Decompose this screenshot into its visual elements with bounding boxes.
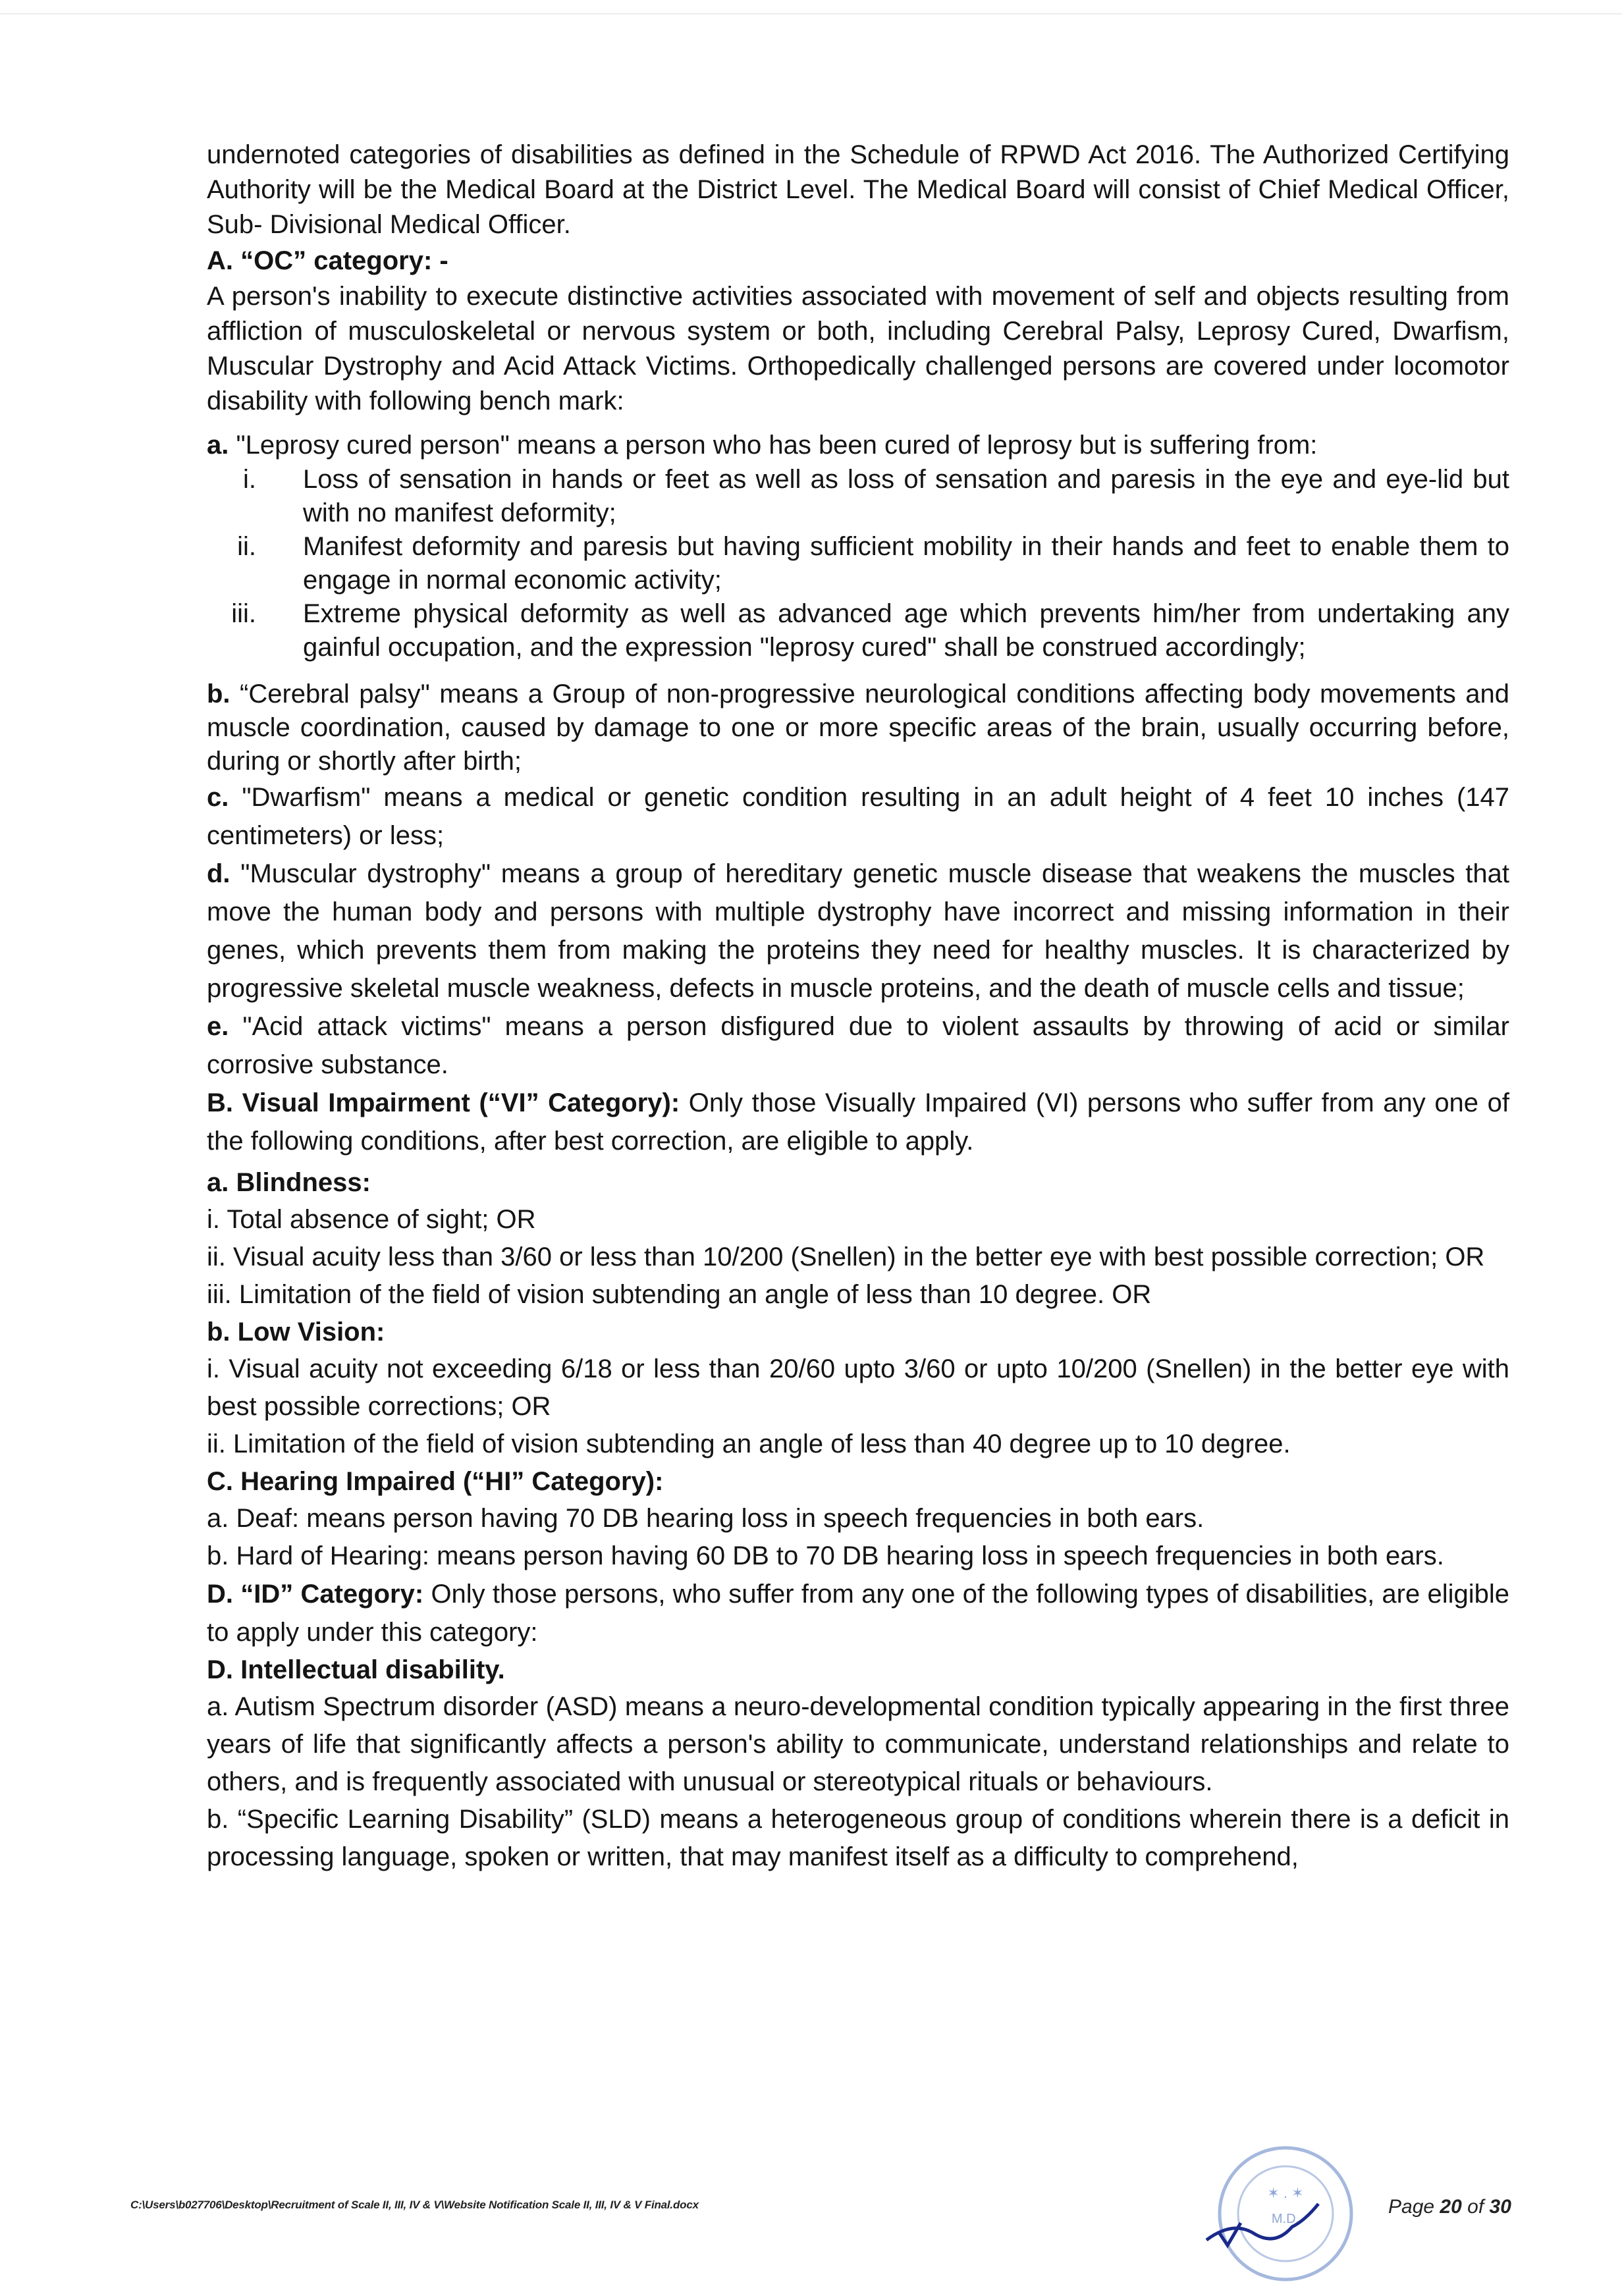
hi-heading: C. Hearing Impaired (“HI” Category): bbox=[207, 1467, 664, 1496]
intro-paragraph: undernoted categories of disabilities as defined in the Schedule of RPWD Act 2016. The Authorized Certifying Authority will be the Medical Board at the District Level. The Medical Board will consist of Chief Medical Officer, Sub- Divisional Medical Officer. bbox=[207, 140, 1509, 239]
acid-attack-label: e. bbox=[207, 1012, 229, 1041]
leprosy-text: "Leprosy cured person" means a person who has been cured of leprosy but is suffering from: bbox=[236, 431, 1318, 460]
document-body bbox=[207, 138, 1509, 1876]
page-number bbox=[1388, 2196, 1511, 2218]
list-text: Extreme physical deformity as well as advanced age which prevents him/her from undertaking any gainful occupation, and the expression "leprosy cured" shall be construed accordingly; bbox=[303, 599, 1509, 662]
footer-file-path: C:\Users\b027706\Desktop\Recruitment of Scale II, III, IV & V\Website Notification Scale II, III, IV & V Final.docx bbox=[130, 2199, 699, 2211]
svg-text:✶ . ✶: ✶ . ✶ bbox=[1267, 2185, 1304, 2201]
list-number: ii. bbox=[237, 532, 256, 561]
muscular-dystrophy-label: d. bbox=[207, 859, 230, 888]
id-paragraph bbox=[207, 1575, 1509, 1651]
intellectual-heading: D. Intellectual disability. bbox=[207, 1655, 505, 1684]
bank-seal-stamp-icon bbox=[1193, 2141, 1378, 2293]
cerebral-palsy-text: “Cerebral palsy" means a Group of non-progressive neurological conditions affecting body movements and muscle coordination, caused by damage to one or more specific areas of the brain, usually occurring before, during or shortly after birth; bbox=[207, 680, 1509, 776]
page-current: 20 bbox=[1440, 2196, 1462, 2218]
list-number: i. bbox=[243, 465, 256, 494]
leprosy-list bbox=[207, 463, 1509, 664]
list-text: Loss of sensation in hands or feet as well as loss of sensation and paresis in the eye and eye-lid but with no manifest deformity; bbox=[303, 465, 1509, 527]
leprosy-paragraph bbox=[207, 428, 1509, 463]
acid-attack-text: "Acid attack victims" means a person disfigured due to violent assaults by throwing of acid or similar corrosive substance. bbox=[207, 1012, 1509, 1079]
id-heading: D. “ID” Category: bbox=[207, 1580, 424, 1609]
page-of: of bbox=[1467, 2196, 1484, 2218]
low-vision-item: i. Visual acuity not exceeding 6/18 or less than 20/60 upto 3/60 or upto 10/200 (Snellen) in the better eye with best possible corrections; OR bbox=[207, 1354, 1509, 1421]
vi-heading: B. Visual Impairment (“VI” Category): bbox=[207, 1088, 680, 1117]
cerebral-palsy-label: b. bbox=[207, 680, 230, 708]
dwarfism-label: c. bbox=[207, 783, 229, 812]
id-text: Only those persons, who suffer from any one of the following types of disabilities, are eligible to apply under this category: bbox=[207, 1580, 1510, 1647]
blindness-heading: a. Blindness: bbox=[207, 1168, 371, 1197]
vi-text: Only those Visually Impaired (VI) persons who suffer from any one of the following conditions, after best correction, are eligible to apply. bbox=[207, 1088, 1509, 1156]
list-item bbox=[207, 597, 1509, 664]
oc-paragraph: A person's inability to execute distinctive activities associated with movement of self and objects resulting from affliction of musculoskeletal or nervous system or both, including Cerebral Palsy, Leprosy Cured, Dwarfism, Muscular Dystrophy and Acid Attack Victims. Orthopedically challenged persons are covered under locomotor disability with following bench mark: bbox=[207, 282, 1509, 415]
oc-heading: A. “OC” category: - bbox=[207, 246, 448, 275]
dwarfism-text: "Dwarfism" means a medical or genetic condition resulting in an adult height of 4 feet 10 inches (147 centimeters) or less; bbox=[207, 783, 1510, 850]
page-prefix: Page bbox=[1388, 2196, 1435, 2218]
blindness-item: iii. Limitation of the field of vision subtending an angle of less than 10 degree. OR bbox=[207, 1280, 1152, 1309]
list-text: Manifest deformity and paresis but having sufficient mobility in their hands and feet to enable them to engage in normal economic activity; bbox=[303, 532, 1509, 595]
scan-edge-line bbox=[0, 13, 1622, 14]
autism-paragraph: a. Autism Spectrum disorder (ASD) means a neuro-developmental condition typically appearing in the first three years of life that significantly affects a person's ability to communicate, understand relationships and relate to others, and is frequently associated with unusual or stereotypical rituals or behaviours. bbox=[207, 1692, 1509, 1796]
hi-item: a. Deaf: means person having 70 DB hearing loss in speech frequencies in both ears. bbox=[207, 1504, 1204, 1533]
blindness-item: ii. Visual acuity less than 3/60 or less than 10/200 (Snellen) in the better eye with best possible correction; OR bbox=[207, 1242, 1485, 1271]
svg-text:M.D.: M.D. bbox=[1271, 2212, 1300, 2226]
vi-paragraph bbox=[207, 1084, 1509, 1160]
hi-item: b. Hard of Hearing: means person having 60 DB to 70 DB hearing loss in speech frequencies in both ears. bbox=[207, 1541, 1444, 1570]
list-item bbox=[207, 530, 1509, 597]
muscular-dystrophy-paragraph bbox=[207, 855, 1509, 1007]
muscular-dystrophy-text: "Muscular dystrophy" means a group of hereditary genetic muscle disease that weakens the muscles that move the human body and persons with multiple dystrophy have incorrect and missing information in their genes, which prevents them from making the proteins they need for healthy muscles. It is characterized by progressive skeletal muscle weakness, defects in muscle proteins, and the death of muscle cells and tissue; bbox=[207, 859, 1509, 1003]
dwarfism-paragraph bbox=[207, 778, 1509, 855]
list-item bbox=[207, 463, 1509, 530]
cerebral-palsy-paragraph bbox=[207, 678, 1509, 778]
low-vision-item: ii. Limitation of the field of vision subtending an angle of less than 40 degree up to 10 degree. bbox=[207, 1429, 1291, 1458]
page-total: 30 bbox=[1489, 2196, 1511, 2218]
blindness-item: i. Total absence of sight; OR bbox=[207, 1205, 536, 1234]
sld-paragraph: b. “Specific Learning Disability” (SLD) means a heterogeneous group of conditions wherein there is a deficit in processing language, spoken or written, that may manifest itself as a difficulty to comprehend, bbox=[207, 1805, 1509, 1871]
list-number: iii. bbox=[231, 599, 256, 628]
acid-attack-paragraph bbox=[207, 1007, 1509, 1084]
low-vision-heading: b. Low Vision: bbox=[207, 1318, 385, 1347]
leprosy-label: a. bbox=[207, 431, 229, 460]
